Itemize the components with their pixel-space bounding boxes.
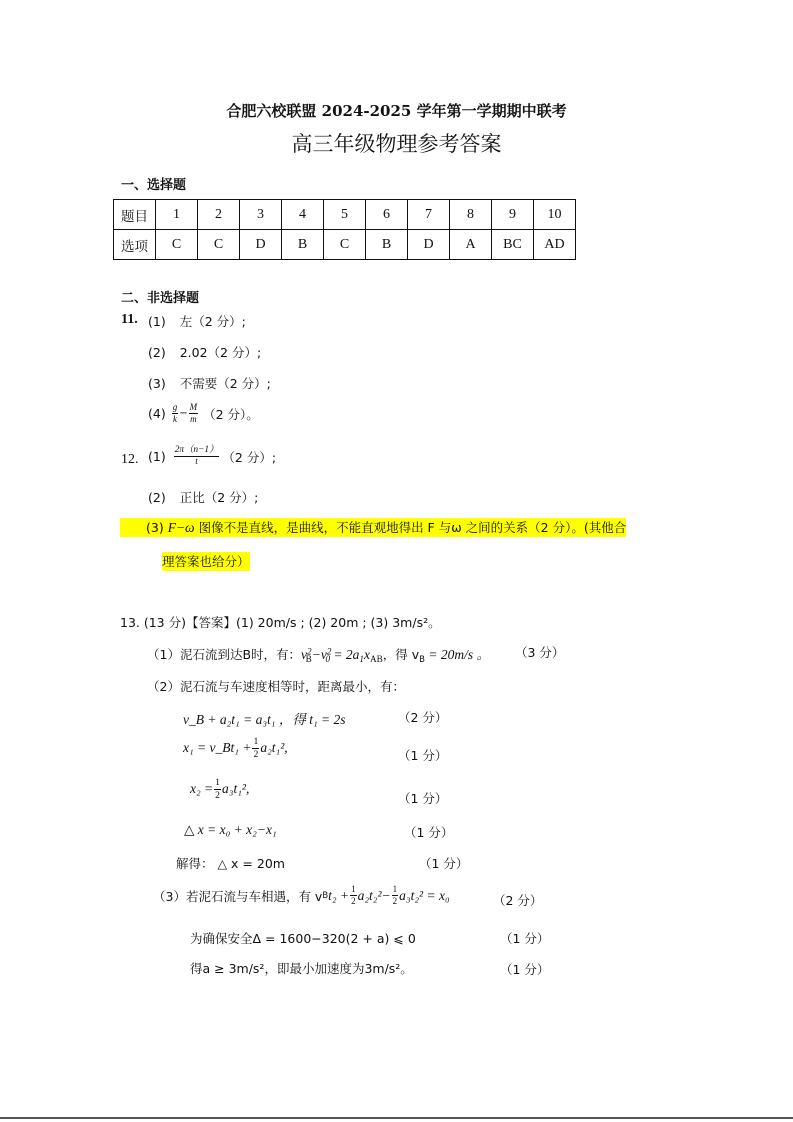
- denominator: k: [172, 414, 177, 424]
- question-number: 3: [240, 200, 282, 230]
- answer-table: [113, 199, 576, 260]
- answer-cell: D: [240, 230, 282, 260]
- q12-number: 12.: [121, 452, 139, 467]
- question-number: 5: [324, 200, 366, 230]
- q13-step3-points: （2 分）: [493, 893, 543, 908]
- equation-5: 解得： △ x = 20m: [176, 856, 285, 871]
- q13-header: 13. (13 分)【答案】(1) 20m/s ; (2) 20m ; (3) 3m/s²。: [120, 615, 441, 630]
- formula: $v^2_B-v^2_0 = 2a_1x_{AB}$: [301, 646, 383, 665]
- q12-part2: [148, 488, 258, 506]
- equation-2-points: （1 分）: [398, 748, 448, 763]
- answer-cell: AD: [534, 230, 576, 260]
- fraction-half: $\frac{1}{2}$: [351, 884, 356, 906]
- equation-1: v_B + a₂t₁ = a₃t₁ ，得 t₁ = 2s: [183, 712, 346, 727]
- q12-part1: [148, 446, 276, 468]
- answer-text: 正比（2 分）;: [179, 490, 259, 505]
- answer-cell: C: [324, 230, 366, 260]
- formula: a₃t₁²,: [222, 781, 250, 797]
- answer-cell: B: [282, 230, 324, 260]
- fraction-M-over-m: [189, 403, 199, 424]
- question-number: 1: [156, 200, 198, 230]
- equation-7: 得a ≥ 3m/s²，即最小加速度为3m/s²。: [190, 961, 413, 976]
- answer-text: 理答案也给分）: [162, 554, 250, 569]
- q11-part1: [148, 312, 246, 330]
- fraction-period: [174, 446, 220, 468]
- exam-title: 合肥六校联盟 2024-2025 学年第一学期期中联考: [226, 102, 567, 120]
- step-text: （3）若泥石流与车相遇，有 v: [153, 888, 323, 904]
- formula: x₂ =: [190, 781, 214, 797]
- equation-1-points: （2 分）: [398, 710, 448, 725]
- page-title: 高三年级物理参考答案: [291, 132, 502, 156]
- part-number: (3): [146, 520, 164, 535]
- q13-step2: （2）泥石流与车速度相等时，距离最小，有：: [147, 679, 405, 694]
- answer-text: 左（2 分）;: [179, 314, 246, 329]
- answer-cell: C: [198, 230, 240, 260]
- answer-cell: BC: [492, 230, 534, 260]
- equation-7-points: （1 分）: [500, 962, 550, 977]
- formula: a₂t₂²−: [357, 887, 391, 903]
- subscript: B: [419, 654, 425, 665]
- answer-text: 不需要（2 分）;: [179, 376, 271, 391]
- section-heading-nonchoice: 二、非选择题: [121, 291, 200, 306]
- question-number: 7: [408, 200, 450, 230]
- section-heading-choice: 一、选择题: [121, 178, 187, 193]
- question-number: 2: [198, 200, 240, 230]
- table-row-label: 题目: [114, 200, 156, 230]
- q12-part3-line1: [120, 518, 626, 536]
- part-number: (3): [148, 376, 166, 391]
- q11-part2: [148, 343, 261, 361]
- formula: x₁ = v_Bt₁ +: [183, 740, 252, 756]
- table-row-label: 选项: [114, 230, 156, 260]
- answer-text: 2.02（2 分）;: [179, 345, 262, 360]
- numerator: 2π（n−1）: [174, 446, 220, 457]
- equation-6-points: （1 分）: [500, 931, 550, 946]
- numerator: M: [189, 402, 198, 412]
- answer-cell: B: [366, 230, 408, 260]
- answer-cell: A: [450, 230, 492, 260]
- fraction-half: $\frac{1}{2}$: [392, 884, 398, 906]
- table-row: [114, 200, 576, 230]
- fraction-half: $\frac{1}{2}$: [253, 736, 259, 760]
- fraction-g-over-k: [172, 403, 179, 424]
- denominator: m: [190, 414, 197, 424]
- step-text: （1）泥石流到达B时，有：: [147, 647, 302, 662]
- part-number: (1): [148, 314, 166, 329]
- equation-2: [183, 737, 288, 759]
- answer-text: （2 分）。: [203, 406, 259, 422]
- question-number: 4: [282, 200, 324, 230]
- equation-3-points: （1 分）: [398, 791, 448, 806]
- answer-text: 图像不是直线，是曲线，不能直观地得出 F 与ω 之间的关系（2 分）。(其他合: [198, 520, 627, 535]
- formula: F−ω: [167, 520, 195, 535]
- part-number: (2): [148, 345, 166, 360]
- question-number: 9: [492, 200, 534, 230]
- highlight-mark: [120, 518, 626, 537]
- part-number: (4): [148, 406, 166, 421]
- formula: a₂t₁²,: [260, 740, 288, 756]
- formula: t₂ +: [328, 887, 350, 903]
- q11-number: 11.: [121, 312, 138, 327]
- equation-4-points: （1 分）: [404, 825, 454, 840]
- question-number: 8: [450, 200, 492, 230]
- equation-5-points: （1 分）: [419, 856, 469, 871]
- numerator: g: [172, 402, 178, 412]
- equation-3: [190, 778, 249, 800]
- formula: = 20m/s 。: [424, 647, 490, 662]
- question-number: 10: [534, 200, 576, 230]
- q13-step1-points: （3 分）: [515, 645, 565, 660]
- question-number: 6: [366, 200, 408, 230]
- fraction-half: $\frac{1}{2}$: [215, 777, 221, 801]
- page-bottom-border: [0, 1117, 793, 1119]
- subscript: B: [322, 890, 329, 901]
- equation-4: △ x = x₀ + x₂−x₁: [184, 822, 277, 837]
- minus-sign: −: [179, 408, 188, 419]
- denominator: t: [195, 457, 198, 468]
- q11-part3: [148, 374, 271, 392]
- step-text: ，得 v: [382, 647, 420, 662]
- equation-6: 为确保安全Δ = 1600−320(2 + a) ⩽ 0: [190, 931, 416, 946]
- part-number: (2): [148, 490, 166, 505]
- answer-text: （2 分）;: [222, 449, 277, 465]
- part-number: (1): [148, 449, 166, 465]
- answer-cell: D: [408, 230, 450, 260]
- answer-cell: C: [156, 230, 198, 260]
- q11-part4: [148, 403, 259, 424]
- q13-step1: [147, 643, 490, 665]
- q13-step3: [153, 885, 450, 906]
- q12-part3-line2: [162, 552, 250, 570]
- table-row: [114, 230, 576, 260]
- formula: a₃t₂² = x₀: [399, 887, 450, 903]
